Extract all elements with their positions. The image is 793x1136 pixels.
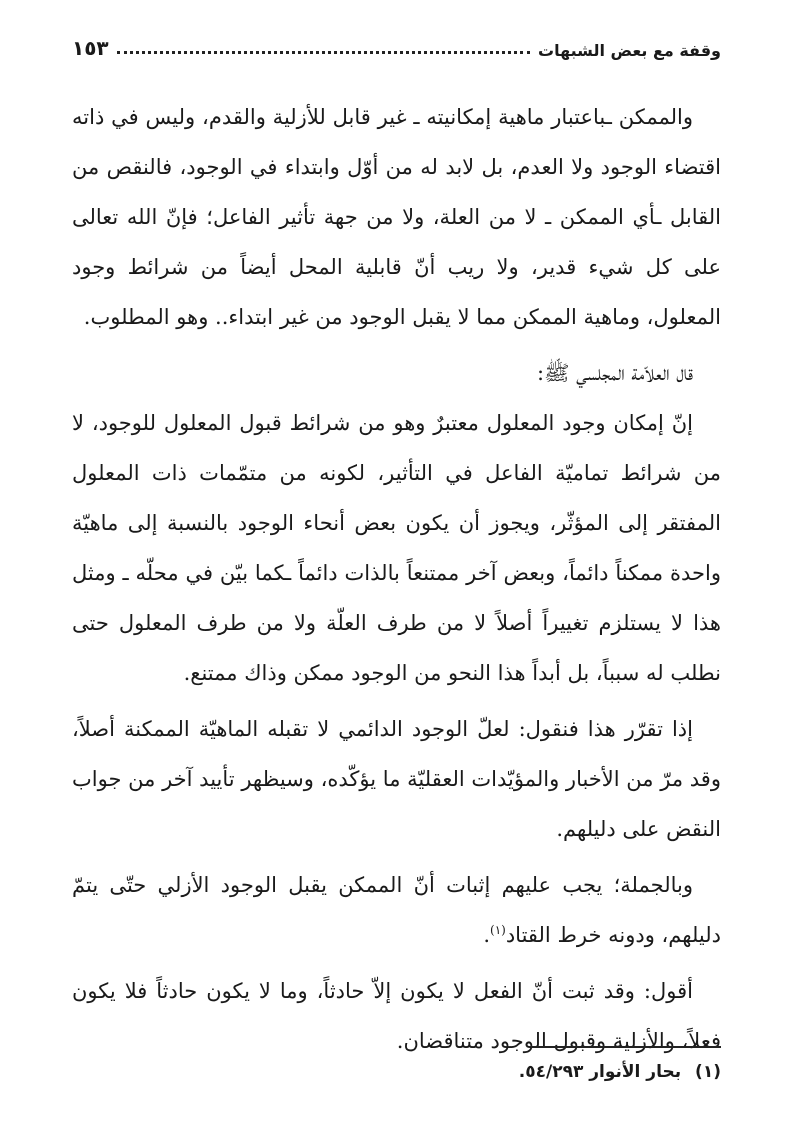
header-leader-dots [117,51,530,54]
paragraph-4-tail: . [483,923,490,947]
page-number: ١٥٣ [72,36,109,60]
footnote-text: بحار الأنوار ٥٤/٢٩٣. [518,1062,682,1082]
paragraph-5: أقول: وقد ثبت أنّ الفعل لا يكون إلاّ حادثاً، وما لا يكون حادثاً فلا يكون فعلاً، والأزلية وقبول الوجود متناقضان. [72,979,721,1053]
paragraph-1: والممكن ـباعتبار ماهية إمكانيته ـ غير قابل للأزلية والقدم، وليس في ذاته اقتضاء الوجود ولا العدم، بل لابد له من أوّل وابتداء في الوجود، فالنقص من القابل ـأي الممكن ـ لا من العلة، ولا من جهة تأثير الفاعل؛ فإنّ الله تعالى على كل شيء قدير، ولا ريب أنّ قابلية المحل أيضاً من شرائط وجود المعلول، وماهية الممكن مما لا يقبل الوجود من غير ابتداء.. وهو المطلوب. [72,105,721,329]
paragraph-3: إذا تقرّر هذا فنقول: لعلّ الوجود الدائمي لا تقبله الماهيّة الممكنة أصلاً، وقد مرّ من الأخبار والمؤيّدات العقليّة ما يؤكّده، وسيظهر تأييد آخر من جواب النقض على دليلهم. [72,717,721,841]
footnote-reference[interactable]: (١) [490,923,506,937]
footnote-number: (١) [695,1062,721,1082]
paragraph-quote: إنّ إمكان وجود المعلول معتبرٌ وهو من شرائط قبول المعلول للوجود، لا من شرائط تماميّة الفاعل في التأثير، لكونه من متمّمات ذات المعلول المفتقر إلى المؤثّر، ويجوز أن يكون بعض أنحاء الوجود بالنسبة إلى ماهيّة واحدة ممكناً دائماً، وبعض آخر ممتنعاً بالذات دائماً ـكما بيّن في محلّه ـ ومثل هذا لا يستلزم تغييراً أصلاً لا من طرف العلّة ولا من طرف المعلول حتى نطلب له سبباً، بل أبداً هذا النحو من الوجود ممكن وذاك ممتنع. [72,411,721,685]
paragraph-4-text: وبالجملة؛ يجب عليهم إثبات أنّ الممكن يقبل الوجود الأزلي حتّى يتمّ دليلهم، ودونه خرط القتاد [72,873,721,947]
footnote-divider [531,1046,721,1048]
header-title: وقفة مع بعض الشبهات [537,41,721,60]
paragraph-4 [72,860,721,960]
running-header [72,30,721,60]
body-text [72,92,721,1072]
footnote [72,1062,721,1082]
quote-heading: قال العلاّمة المجلسي ﷺ: [537,361,693,385]
